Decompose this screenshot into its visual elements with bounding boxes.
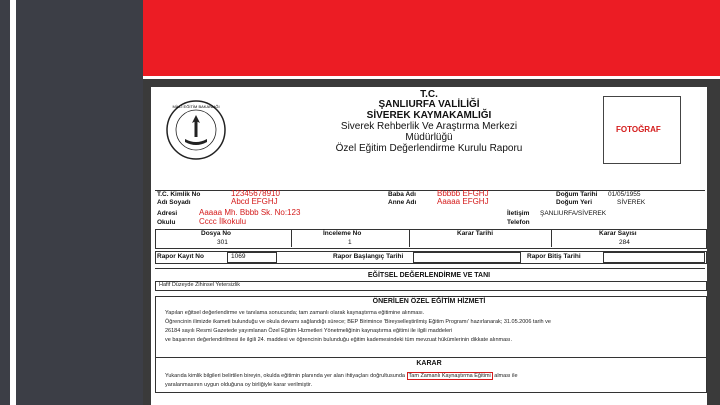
- mother-value: Aaaaa EFGHJ: [437, 197, 489, 206]
- decision-line-1: [165, 373, 518, 379]
- title-banner: [143, 0, 720, 76]
- birthplace-value: SİVEREK: [617, 199, 646, 206]
- decision-highlight: Tam Zamanlı Kaynaştırma Eğitimi: [408, 373, 491, 379]
- divider: [409, 229, 410, 247]
- divider: [551, 229, 552, 247]
- section-diagnosis-title: EĞİTSEL DEĞERLENDİRME VE TANI: [367, 272, 491, 279]
- tc-label: T.C. Kimlik No: [157, 191, 201, 198]
- header-center: Siverek Rehberlik Ve Araştırma Merkezi: [340, 121, 518, 132]
- decision-text-post: alması ile: [494, 373, 518, 379]
- karar-tarihi-label: Karar Tarihi: [457, 230, 494, 237]
- decision-line-2: yaralanmasının uygun olduğuna oy birliğiyle karar verilmiştir.: [165, 382, 313, 388]
- name-value: Abcd EFGHJ: [231, 197, 278, 206]
- contact-label: İletişim: [507, 210, 530, 217]
- header-valilik: ŞANLIURFA VALİLİĞİ: [378, 99, 480, 110]
- divider: [155, 268, 705, 269]
- father-label: Baba Adı: [388, 191, 416, 198]
- photo-label: FOTOĞRAF: [616, 125, 661, 134]
- recommendation-line-3: 26184 sayılı Resmi Gazetede yayımlanan Özel Eğitim Hizmetleri Yönetmeliğinin kaynaştırma eğitimi ile ilgili maddeleri: [165, 328, 453, 334]
- header-tc: T.C.: [420, 89, 438, 100]
- birthplace-label: Doğum Yeri: [556, 199, 593, 206]
- emblem-text: MİLLİ EĞİTİM BAKANLIĞI: [172, 104, 220, 109]
- school-value: Cccc İlkokulu: [199, 217, 247, 226]
- school-label: Okulu: [157, 219, 176, 226]
- kayit-label: Rapor Kayıt No: [157, 253, 204, 260]
- mother-label: Anne Adı: [388, 199, 417, 206]
- sidebar-accent-strip: [10, 0, 16, 405]
- inceleme-label: İnceleme No: [323, 230, 362, 237]
- address-label: Adresi: [157, 210, 178, 217]
- recommendation-line-4: ve başarının değerlendirilmesi ile ilgili 24. maddesi ve öğrencinin bulunduğu eğitim kademesindeki tüm mevzuat hükümlerinin dikkate alınması.: [165, 337, 512, 343]
- recommendation-line-1: Yapılan eğitsel değerlendirme ve tanılama sonucunda; tam zamanlı olarak kaynaştırma eğitimine alınması.: [165, 310, 425, 316]
- birthdate-value: 01/05/1955: [608, 191, 641, 198]
- phone-label: Telefon: [507, 219, 530, 226]
- photo-box: [603, 96, 681, 164]
- inceleme-value: 1: [348, 239, 352, 246]
- bitis-box: [603, 252, 705, 263]
- header-mudurluk: Müdürlüğü: [405, 132, 453, 143]
- recommendation-line-2: Öğrencinin ilimizde ikameti bulunduğu ve okula devamı sağlandığı sürece; BEP Birimince 'Bireyselleştirilmiş Eğitim Programı' hazırlanarak; 31.05.2006 tarih ve: [165, 319, 551, 325]
- address-value: Aaaaa Mh. Bbbb Sk. No:123: [199, 208, 301, 217]
- father-value: Bbbbb EFGHJ: [437, 189, 489, 198]
- bitis-label: Rapor Bitiş Tarihi: [527, 253, 581, 260]
- dosya-label: Dosya No: [201, 230, 231, 237]
- page-title: Özel Eğitim Değerlendirme Kurulu Raporu: [335, 143, 523, 154]
- left-sidebar: [0, 0, 143, 405]
- report-document: [151, 87, 707, 405]
- karar-sayisi-label: Karar Sayısı: [599, 230, 637, 237]
- divider: [291, 229, 292, 247]
- karar-sayisi-value: 284: [619, 239, 630, 246]
- recommendation-box: [155, 296, 707, 358]
- dosya-value: 301: [217, 239, 228, 246]
- name-label: Adı Soyadı: [157, 199, 191, 206]
- birthdate-label: Doğum Tarihi: [556, 191, 598, 198]
- diagnosis-text: Hafif Düzeyde Zihinsel Yetersizlik: [159, 282, 241, 288]
- baslangic-label: Rapor Başlangıç Tarihi: [333, 253, 404, 260]
- kayit-value: 1069: [231, 253, 246, 260]
- header-kaymakamlik: SİVEREK KAYMAKAMLIĞI: [366, 110, 492, 121]
- baslangic-box: [413, 252, 521, 263]
- decision-text-pre: Yukarıda kimlik bilgileri belirtilen bireyin, okulda eğitimin planında yer alan ihtiyaçları doğrultusunda: [165, 373, 405, 379]
- section-recommendation-title: ÖNERİLEN ÖZEL EĞİTİM HİZMETİ: [372, 298, 486, 305]
- contact-value: ŞANLIURFA/SİVEREK: [540, 210, 607, 217]
- tc-value: 12345678910: [231, 189, 280, 198]
- section-decision-title: KARAR: [416, 360, 442, 367]
